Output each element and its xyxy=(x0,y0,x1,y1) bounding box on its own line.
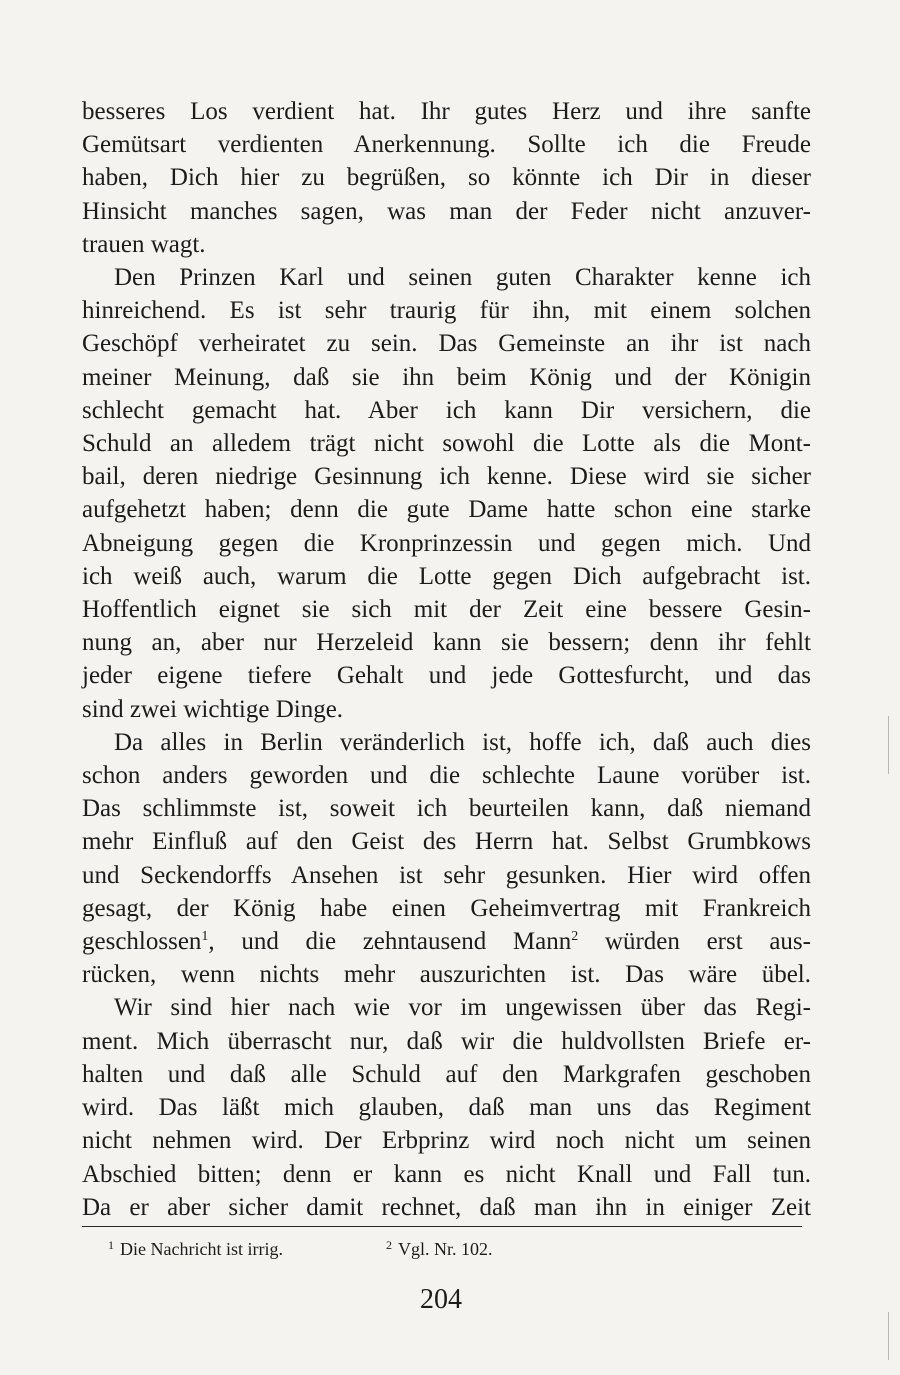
text-line: rücken, wenn nichts mehr auszurichten ist. Das wäre übel. xyxy=(82,961,811,989)
text-line: Abschied bitten; denn er kann es nicht Knall und Fall tun. xyxy=(82,1160,811,1188)
footnote-marker: 2 xyxy=(386,1238,392,1252)
text-line: Schuld an alledem trägt nicht sowohl die Lotte als die Mont- xyxy=(82,430,811,458)
text-line: mehr Einfluß auf den Geist des Herrn hat. Selbst Grumbkows xyxy=(82,828,811,856)
text-line: hinreichend. Es ist sehr traurig für ihn, mit einem solchen xyxy=(82,297,811,325)
text-line: Gemütsart verdienten Anerkennung. Sollte ich die Freude xyxy=(82,131,811,159)
text-line: halten und daß alle Schuld auf den Markgrafen geschoben xyxy=(82,1060,811,1088)
footnote-text: Vgl. Nr. 102. xyxy=(398,1239,493,1259)
footnote-rule xyxy=(82,1226,802,1227)
text-line: nung an, aber nur Herzeleid kann sie bessern; denn ihr fehlt xyxy=(82,629,811,657)
text-line: Das schlimmste ist, soweit ich beurteilen kann, daß niemand xyxy=(82,795,811,823)
body-text xyxy=(82,95,811,1224)
text-line: jeder eigene tiefere Gehalt und jede Gottesfurcht, und das xyxy=(82,662,811,690)
text-line: Da alles in Berlin veränderlich ist, hoffe ich, daß auch dies xyxy=(114,728,811,756)
text-line: Wir sind hier nach wie vor im ungewissen über das Regi- xyxy=(114,994,811,1022)
text-line: sind zwei wichtige Dinge. xyxy=(82,695,344,723)
margin-mark xyxy=(888,1312,889,1360)
text-line: Hinsicht manches sagen, was man der Feder nicht anzuver- xyxy=(82,197,811,225)
text-line: besseres Los verdient hat. Ihr gutes Herz und ihre sanfte xyxy=(82,98,811,125)
text-line: und Seckendorffs Ansehen ist sehr gesunken. Hier wird offen xyxy=(82,861,811,889)
text-line: trauen wagt. xyxy=(82,230,206,258)
footnote-marker: 1 xyxy=(108,1238,114,1252)
text-line: Geschöpf verheiratet zu sein. Das Gemeinste an ihr ist nach xyxy=(82,330,811,358)
footnotes xyxy=(108,1238,493,1260)
text-line: Da er aber sicher damit rechnet, daß man ihn in einiger Zeit xyxy=(82,1193,811,1221)
text-line: Abneigung gegen die Kronprinzessin und gegen mich. Und xyxy=(82,529,811,557)
text-line: meiner Meinung, daß sie ihn beim König und der Königin xyxy=(82,363,811,391)
text-line: gesagt, der König habe einen Geheimvertrag mit Frankreich xyxy=(82,894,811,922)
footnote-2 xyxy=(386,1238,493,1260)
text-line: wird. Das läßt mich glauben, daß man uns das Regiment xyxy=(82,1094,811,1122)
page-number: 204 xyxy=(420,1284,462,1315)
text-line: Hoffentlich eignet sie sich mit der Zeit eine bessere Gesin- xyxy=(82,596,811,624)
text-line: ich weiß auch, warum die Lotte gegen Dich aufgebracht ist. xyxy=(82,562,811,590)
text-line: aufgehetzt haben; denn die gute Dame hatte schon eine starke xyxy=(82,496,811,524)
text-line: Den Prinzen Karl und seinen guten Charakter kenne ich xyxy=(114,264,811,292)
text-line: schon anders geworden und die schlechte Laune vorüber ist. xyxy=(82,762,811,790)
text-line: geschlossen$^1$, und die zehntausend Mann$^2$ würden erst aus- xyxy=(82,928,811,956)
text-line: bail, deren niedrige Gesinnung ich kenne. Diese wird sie sicher xyxy=(82,463,811,491)
text-line: nicht nehmen wird. Der Erbprinz wird noch nicht um seinen xyxy=(82,1127,811,1155)
footnote-text: Die Nachricht ist irrig. xyxy=(120,1239,283,1259)
footnote-1 xyxy=(108,1238,283,1260)
margin-mark xyxy=(888,716,889,774)
text-line: haben, Dich hier zu begrüßen, so könnte ich Dir in dieser xyxy=(82,164,811,192)
text-line: ment. Mich überrascht nur, daß wir die huldvollsten Briefe er- xyxy=(82,1027,811,1055)
text-line: schlecht gemacht hat. Aber ich kann Dir versichern, die xyxy=(82,396,811,424)
